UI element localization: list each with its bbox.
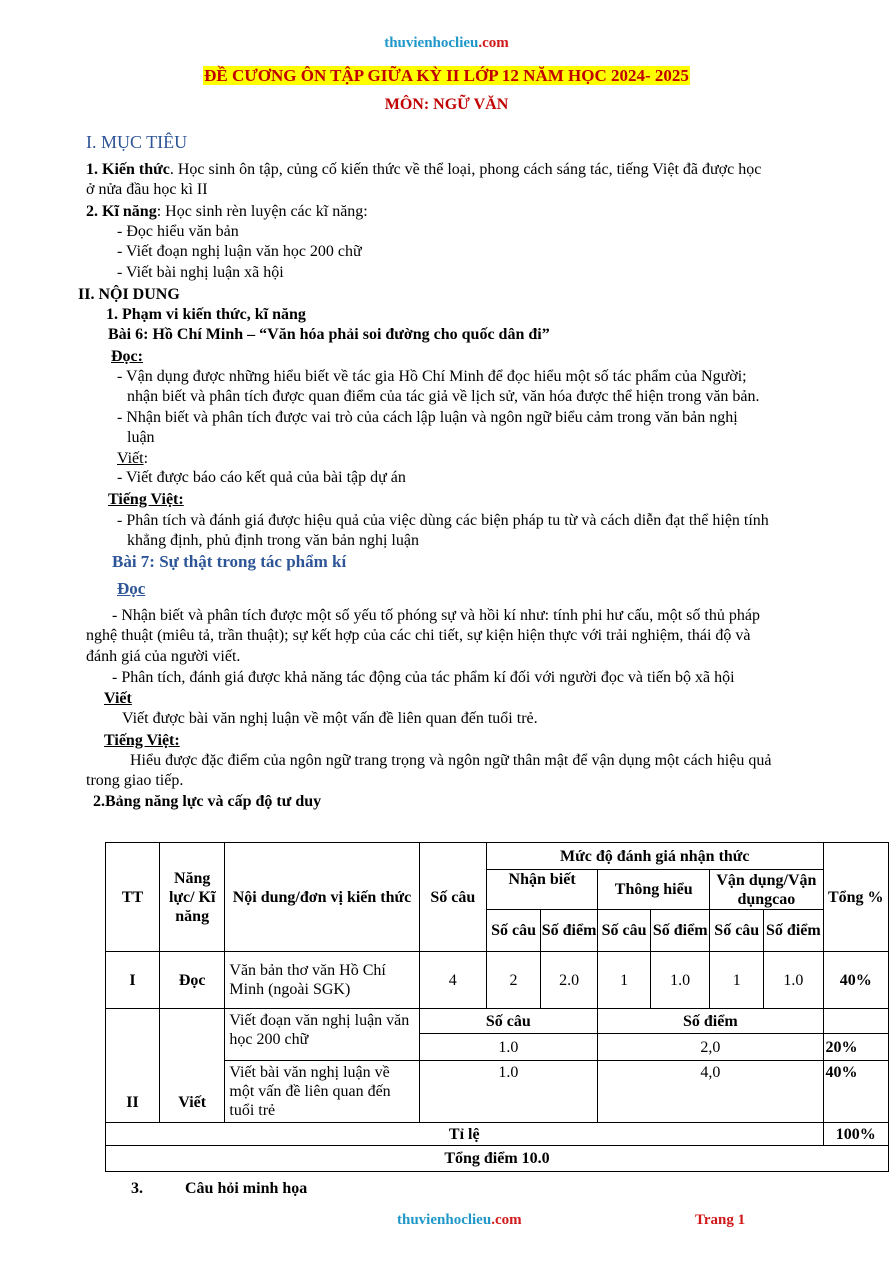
cell-content: Viết bài văn nghị luận về một vấn đề liên quan đến tuổi trẻ	[225, 1061, 419, 1123]
vietnamese-7-line: Hiểu được đặc điểm của ngôn ngữ trang trọng và ngôn ngữ thân mật để vận dụng một cách hiệu quả	[130, 752, 772, 769]
cell-empty	[823, 1009, 889, 1034]
reading-7-label: Đọc	[117, 579, 146, 598]
reading-6-line: nhận biết và phân tích được quan điểm của tác giả về lịch sử, văn hóa được thể hiện trong văn bản.	[127, 388, 760, 405]
cell-value: 1	[598, 952, 651, 1009]
cell-value: 2.0	[541, 952, 598, 1009]
writing-label: Viết	[117, 450, 144, 467]
reading-7-line: nghệ thuật (miêu tả, trần thuật); sự kết hợp của các chi tiết, sự kiện hiện thực với trải nghiệm, thái độ và	[86, 627, 751, 644]
header-cell-count: Số câu	[710, 910, 764, 952]
title-text: ĐỀ CƯƠNG ÔN TẬP GIỮA KỲ II LỚP 12 NĂM HỌC 2024- 2025	[204, 66, 689, 85]
reading-6-line: luận	[127, 429, 155, 446]
header-content: Nội dung/đơn vị kiến thức	[225, 843, 419, 952]
cell-content: Văn bản thơ văn Hồ Chí Minh (ngoài SGK)	[225, 952, 419, 1009]
table-row	[106, 1009, 889, 1034]
writing-colon: :	[143, 450, 149, 467]
knowledge-label: 1. Kiến thức	[86, 161, 170, 178]
header-total-percent: Tổng %	[823, 843, 889, 952]
reading-7-line: đánh giá của người viết.	[86, 648, 241, 665]
cell-value: 4,0	[598, 1061, 823, 1123]
cell-total: 40%	[823, 1061, 889, 1123]
cell-tt: II	[106, 1009, 160, 1123]
header-tt: TT	[106, 843, 160, 952]
header-cell-count: Số câu	[598, 910, 651, 952]
knowledge-text: . Học sinh ôn tập, củng cố kiến thức về thể loại, phong cách sáng tác, tiếng Việt đã được học	[169, 161, 762, 178]
header-application: Vận dụng/Vận dụngcao	[710, 870, 823, 910]
total-score: Tổng điểm 10.0	[106, 1146, 889, 1172]
header-site	[0, 35, 893, 52]
table-row	[106, 1123, 889, 1146]
lesson-7-heading: Bài 7: Sự thật trong tác phẩm kí	[112, 552, 347, 571]
table-row	[106, 1146, 889, 1172]
footer-site-name: thuvienhoclieu	[397, 1212, 492, 1228]
cell-value: 2,0	[598, 1034, 823, 1061]
footer-site-tld: .com	[491, 1212, 522, 1228]
sample-questions-number: 3.	[131, 1180, 143, 1197]
cell-content: Viết đoạn văn nghị luận văn học 200 chữ	[225, 1009, 419, 1061]
competency-table	[105, 842, 889, 1172]
cell-competency: Viết	[159, 1009, 224, 1123]
cell-value: 1.0	[764, 952, 823, 1009]
skills-label: 2. Kĩ năng	[86, 203, 157, 220]
cell-competency: Đọc	[159, 952, 224, 1009]
ratio-label: Tỉ lệ	[106, 1123, 824, 1146]
vietnamese-label: Tiếng Việt:	[108, 491, 184, 508]
reading-label: Đọc:	[111, 348, 143, 365]
section-2-heading: II. NỘI DUNG	[78, 286, 180, 303]
header-recognition: Nhận biết	[487, 870, 598, 910]
skill-item: - Viết đoạn nghị luận văn học 200 chữ	[117, 243, 362, 260]
cell-total: 40%	[823, 952, 889, 1009]
reading-7-line: - Phân tích, đánh giá được khả năng tác động của tác phẩm kí đối với người đọc và tiến bộ xã hội	[112, 669, 735, 686]
writing-7-line: Viết được bài văn nghị luận về một vấn đề liên quan đến tuổi trẻ.	[122, 710, 538, 727]
cell-value: 1.0	[419, 1034, 598, 1061]
cell-value: 1.0	[419, 1061, 598, 1123]
header-comprehension: Thông hiểu	[598, 870, 710, 910]
subject-title: MÔN: NGỮ VĂN	[384, 96, 509, 113]
writing-label-line	[117, 449, 148, 469]
writing-6-line: - Viết được báo cáo kết quả của bài tập dự án	[117, 469, 406, 486]
table-subheading: 2.Bảng năng lực và cấp độ tư duy	[93, 793, 322, 810]
cell-value: 1.0	[651, 952, 710, 1009]
scope-subheading: 1. Phạm vi kiến thức, kĩ năng	[106, 306, 306, 323]
header-cell-score: Số điểm	[651, 910, 710, 952]
reading-7-line: - Nhận biết và phân tích được một số yếu tố phóng sự và hồi kí như: tính phi hư cấu, một số thủ pháp	[112, 607, 760, 624]
vietnamese-7-label: Tiếng Việt:	[104, 732, 180, 749]
vietnamese-6-line: khẳng định, phủ định trong văn bản nghị luận	[127, 532, 419, 549]
cell-total: 20%	[823, 1034, 889, 1061]
cell-tt: I	[106, 952, 160, 1009]
cell-value: 2	[487, 952, 541, 1009]
section-1-heading: I. MỤC TIÊU	[86, 132, 188, 152]
skill-item: - Đọc hiểu văn bản	[117, 223, 239, 240]
lesson-6-heading: Bài 6: Hồ Chí Minh – “Văn hóa phải soi đường cho quốc dân đi”	[108, 326, 550, 343]
cell-label-score: Số điểm	[598, 1009, 823, 1034]
cell-label-count: Số câu	[419, 1009, 598, 1034]
header-cell-score: Số điểm	[764, 910, 823, 952]
vietnamese-7-line: trong giao tiếp.	[86, 772, 184, 789]
header-cell-count: Số câu	[487, 910, 541, 952]
page-number: Trang 1	[695, 1212, 746, 1228]
knowledge-line-1	[86, 160, 761, 180]
sample-questions-heading: Câu hỏi minh họa	[185, 1180, 308, 1197]
header-cell-score: Số điểm	[541, 910, 598, 952]
skills-line	[86, 202, 368, 222]
table-row	[106, 952, 889, 1009]
writing-7-label: Viết	[104, 690, 132, 707]
header-assessment-level: Mức độ đánh giá nhận thức	[487, 843, 823, 870]
cell-value: 1	[710, 952, 764, 1009]
ratio-value: 100%	[823, 1123, 889, 1146]
cell-question-count: 4	[419, 952, 486, 1009]
header-site-name: thuvienhoclieu	[384, 35, 479, 51]
vietnamese-6-line: - Phân tích và đánh giá được hiệu quả của việc dùng các biện pháp tu từ và cách diễn đạt thể hiện tính	[117, 512, 769, 529]
skills-text: : Học sinh rèn luyện các kĩ năng:	[156, 203, 368, 220]
knowledge-line-2: ở nửa đầu học kì II	[86, 181, 208, 198]
skill-item: - Viết bài nghị luận xã hội	[117, 264, 284, 281]
header-competency: Năng lực/ Kĩ năng	[159, 843, 224, 952]
reading-6-line: - Vận dụng được những hiểu biết về tác gia Hồ Chí Minh để đọc hiểu một số tác phẩm của Người;	[117, 368, 747, 385]
reading-6-line: - Nhận biết và phân tích được vai trò của cách lập luận và ngôn ngữ biểu cảm trong văn bản nghị	[117, 409, 738, 426]
footer-site	[397, 1212, 522, 1229]
header-site-tld: .com	[478, 35, 509, 51]
document-title	[0, 66, 893, 86]
header-question-count: Số câu	[419, 843, 486, 952]
